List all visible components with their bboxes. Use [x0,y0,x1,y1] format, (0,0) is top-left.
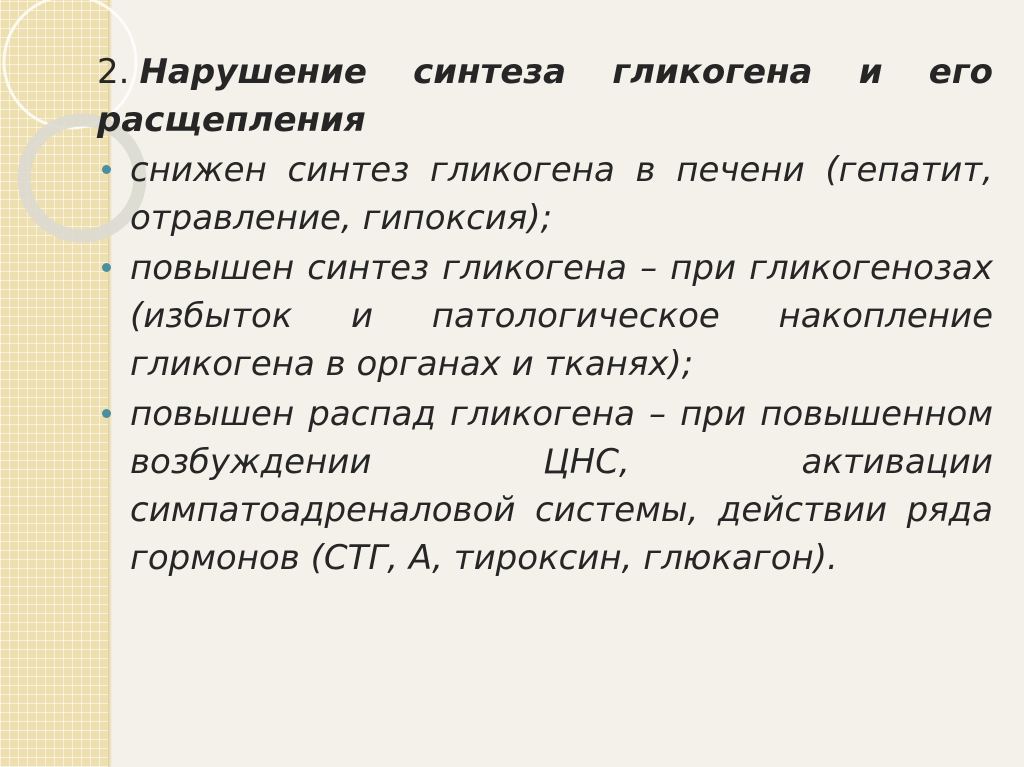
bullet-item [97,146,993,242]
bullet-dot-icon [102,263,111,272]
slide-heading [97,48,993,144]
bullet-list [97,146,993,582]
bullet-text: повышен распад гликогена – при повышенном возбуждении ЦНС, активации симпатоадреналовой системы, действии ряда гормонов (СТГ, А, тироксин, глюкагон). [130,394,993,578]
bullet-dot-icon [102,165,111,174]
bullet-text: снижен синтез гликогена в печени (гепатит, отравление, гипоксия); [130,150,993,238]
bullet-item [97,244,993,388]
bullet-dot-icon [102,409,111,418]
heading-number: 2. [97,52,130,92]
heading-text: Нарушение синтеза гликогена и его расщепления [97,52,993,140]
slide-content [97,48,993,582]
bullet-text: повышен синтез гликогена – при гликогенозах (избыток и патологическое накопление гликогена в органах и тканях); [130,248,993,384]
bullet-item [97,390,993,582]
